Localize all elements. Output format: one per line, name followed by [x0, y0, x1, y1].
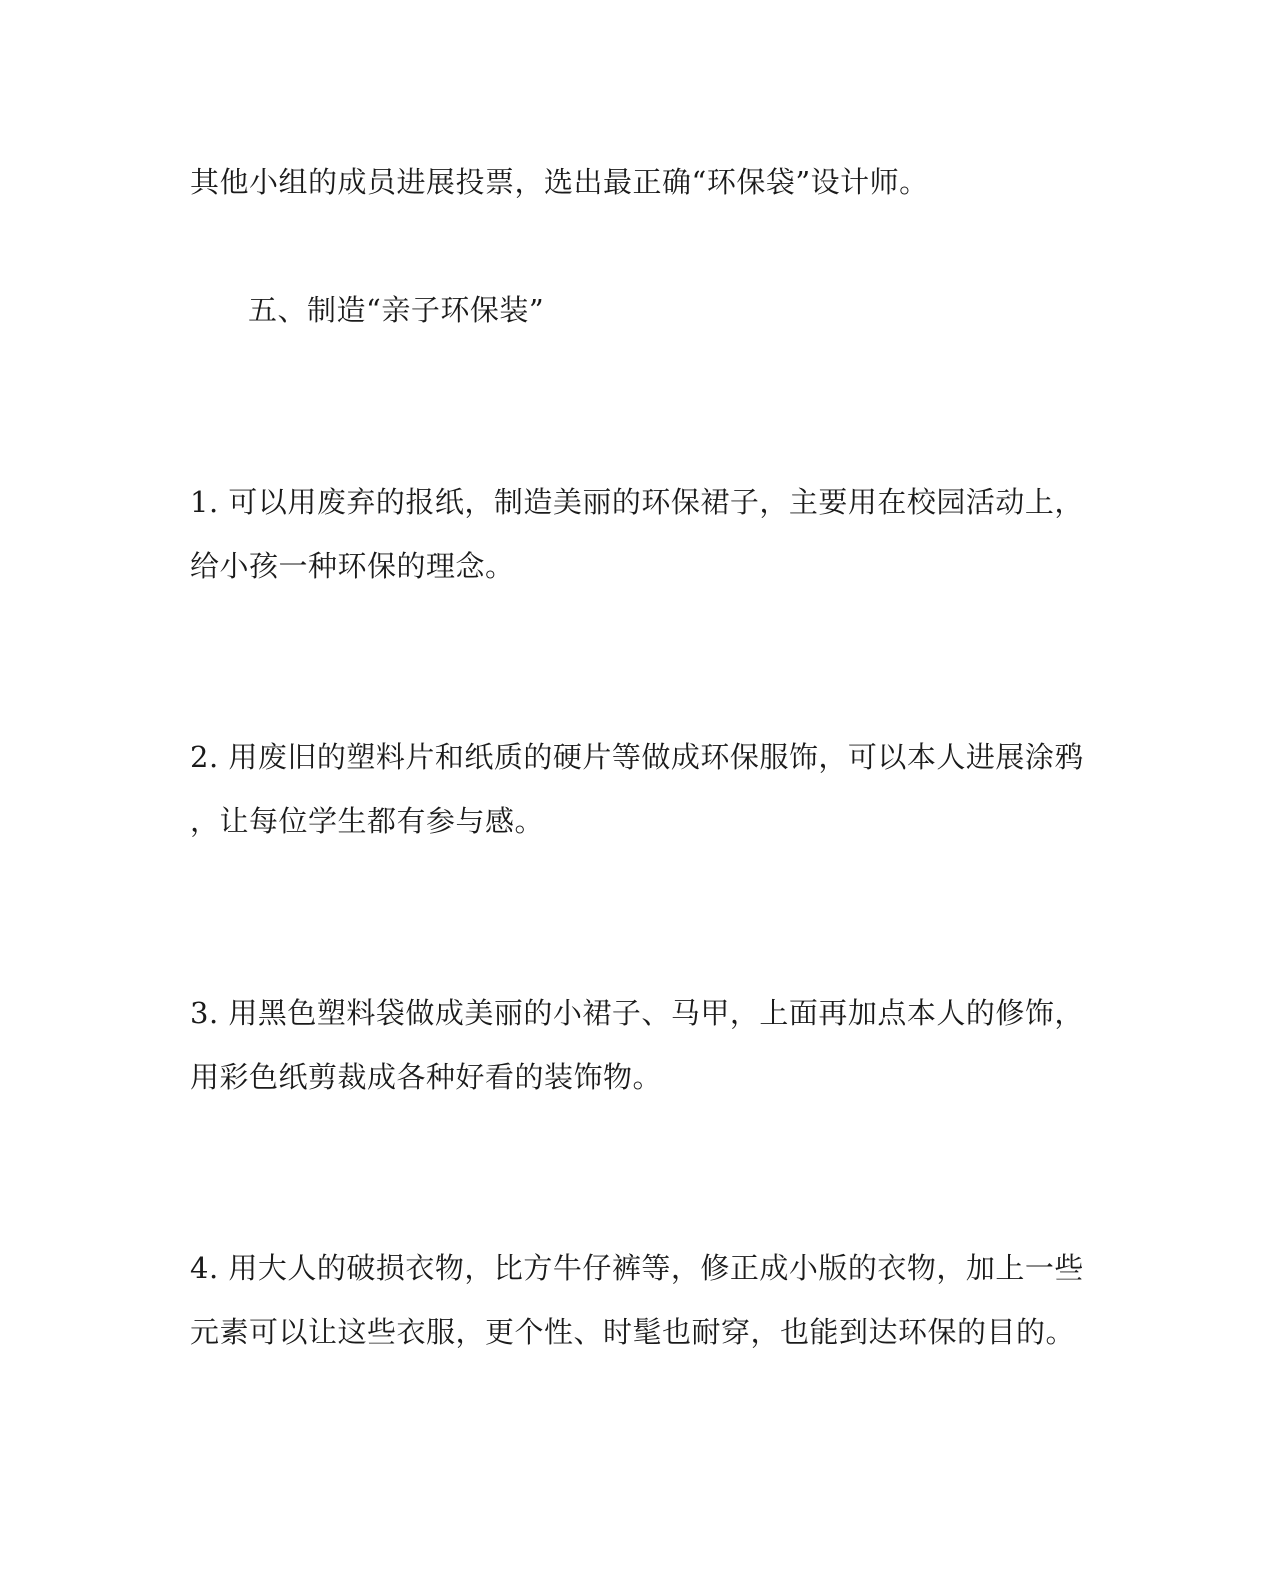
item-4-line-1: 4. 用大人的破损衣物，比方牛仔裤等，修正成小版的衣物，加上一些 — [190, 1251, 1084, 1285]
section-heading: 五、制造“亲子环保装” — [248, 293, 545, 327]
item-1-line-2: 给小孩一种环保的理念。 — [190, 549, 515, 583]
intro-line: 其他小组的成员进展投票，选出最正确“环保袋”设计师。 — [190, 165, 929, 199]
item-3-line-1: 3. 用黑色塑料袋做成美丽的小裙子、马甲，上面再加点本人的修饰， — [190, 996, 1084, 1030]
item-1-line-1: 1. 可以用废弃的报纸，制造美丽的环保裙子，主要用在校园活动上， — [190, 485, 1084, 519]
item-2-line-2: ，让每位学生都有参与感。 — [190, 804, 545, 838]
item-2-line-1: 2. 用废旧的塑料片和纸质的硬片等做成环保服饰，可以本人进展涂鸦 — [190, 740, 1084, 774]
item-3-line-2: 用彩色纸剪裁成各种好看的装饰物。 — [190, 1060, 663, 1094]
item-4-line-2: 元素可以让这些衣服，更个性、时髦也耐穿，也能到达环保的目的。 — [190, 1315, 1076, 1349]
